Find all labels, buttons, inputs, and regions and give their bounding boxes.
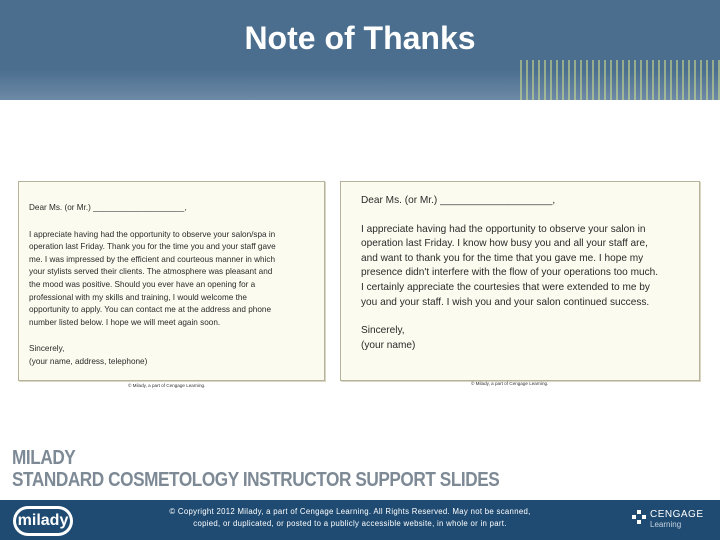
- milady-logo-text: milady: [16, 509, 70, 533]
- letter-right-credit: © Milady, a part of Cengage Learning.: [471, 381, 549, 386]
- letter-left-line: number listed below. I hope we will meet again soon.: [29, 317, 221, 327]
- letter-left-credit: © Milady, a part of Cengage Learning.: [128, 383, 206, 388]
- letter-left-greeting: Dear Ms. (or Mr.) ____________________,: [29, 203, 187, 212]
- letter-right-line: I certainly appreciate the courtesies that were extended to me by: [361, 281, 650, 293]
- milady-series-title: [12, 447, 499, 491]
- letter-left-line: me. I was impressed by the efficient and courteous manner in which: [29, 254, 276, 264]
- letter-right-line: operation last Friday. I know how busy you and all your staff are,: [361, 238, 648, 250]
- letter-left-line: your stylists served their clients. The atmosphere was pleasant and: [29, 267, 273, 277]
- slide-title: Note of Thanks: [244, 20, 476, 56]
- letter-right-closing: Sincerely,: [361, 325, 405, 337]
- header-curve: [0, 100, 720, 140]
- letter-left-line: professional with my skills and training, I would welcome the: [29, 292, 247, 302]
- milady-series-line2: STANDARD COSMETOLOGY INSTRUCTOR SUPPORT SLIDES: [12, 469, 500, 491]
- letter-right-line: I appreciate having had the opportunity to observe your salon in: [361, 223, 646, 235]
- copyright-line: copied, or duplicated, or posted to a publicly accessible website, in whole or in part.: [193, 519, 507, 528]
- letter-right-line: presence didn't interfere with the flow of your operations too much.: [361, 267, 659, 279]
- header-decoration: [520, 60, 720, 100]
- milady-series-line1: MILADY: [12, 447, 76, 469]
- letter-sample-left: [18, 181, 325, 381]
- letter-right-line: you and your staff. I wish you and your salon continued success.: [361, 296, 650, 308]
- letter-left-closing: Sincerely,: [29, 344, 65, 354]
- letter-sample-right: [340, 181, 700, 381]
- letter-left-line: the mood was positive. Should you ever have an opening for a: [29, 279, 256, 289]
- letter-left-text: [29, 202, 319, 369]
- letter-left-line: I appreciate having had the opportunity to observe your salon/spa in: [29, 229, 276, 239]
- letter-left-line: operation last Friday. Thank you for the time you and your staff gave: [29, 242, 276, 252]
- cengage-mark-icon: [632, 510, 648, 530]
- letter-right-greeting: Dear Ms. (or Mr.) ____________________,: [361, 195, 556, 206]
- cengage-brand: CENGAGE: [650, 509, 704, 520]
- letter-left-signature: (your name, address, telephone): [29, 356, 148, 366]
- letter-left-line: opportunity to apply. You can contact me at the address and phone: [29, 305, 272, 315]
- copyright-notice: [140, 506, 560, 530]
- letter-right-line: and want to thank you for the time that you gave me. I hope my: [361, 252, 644, 264]
- letter-right-signature: (your name): [361, 339, 416, 351]
- cengage-sub: Learning: [650, 520, 682, 529]
- letter-right-text: [361, 194, 693, 353]
- copyright-line: © Copyright 2012 Milady, a part of Cengage Learning. All Rights Reserved. May not be scanned,: [169, 507, 531, 516]
